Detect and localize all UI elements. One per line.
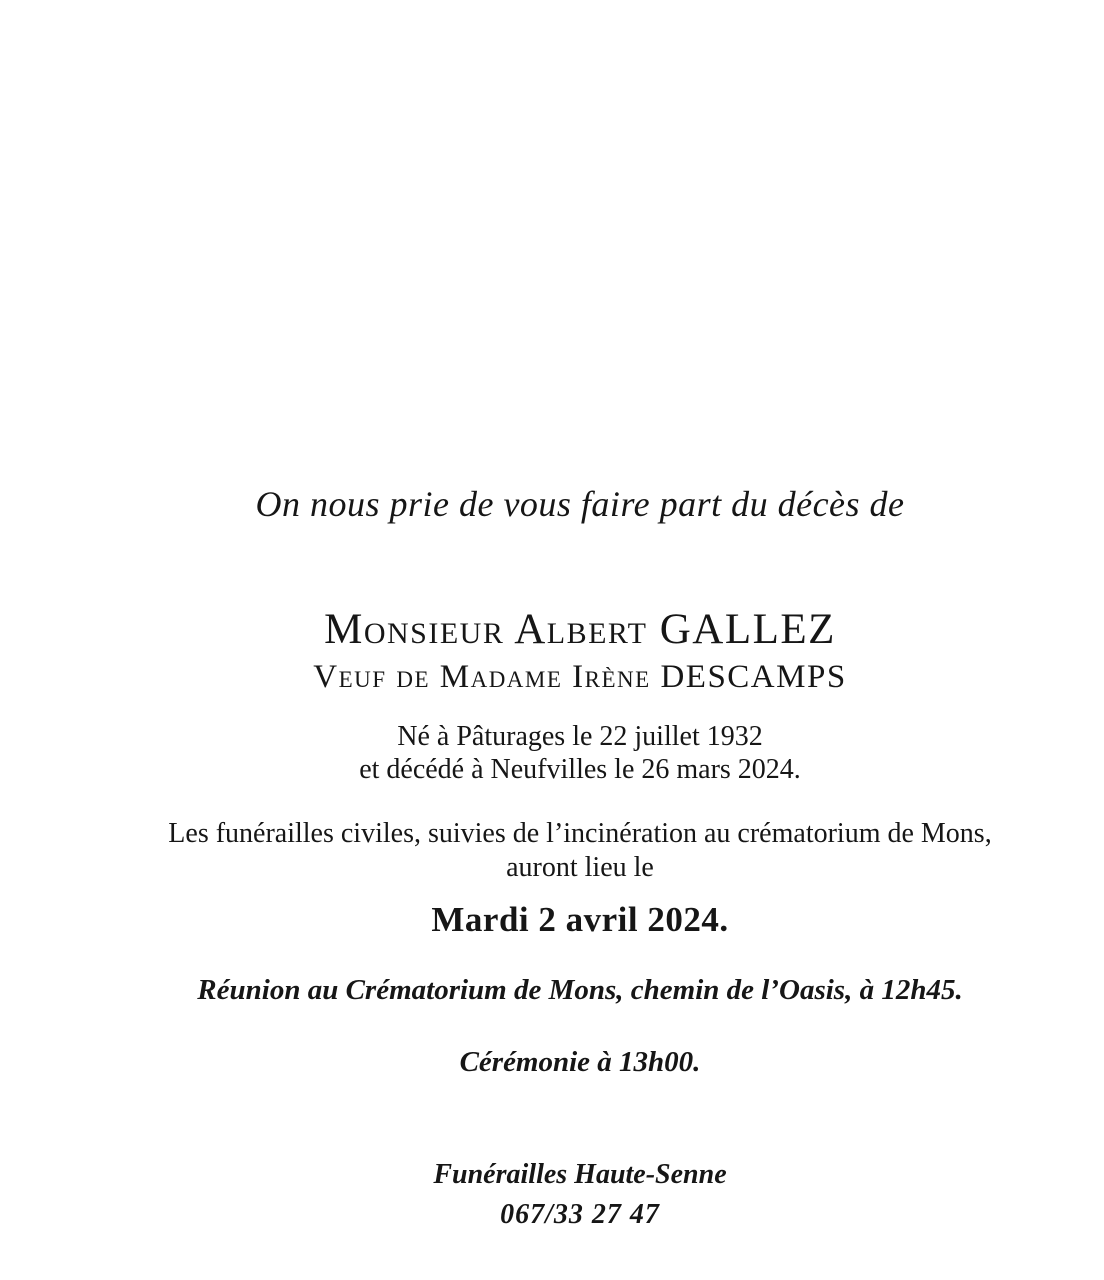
birth-line: Né à Pâturages le 22 juillet 1932 — [397, 721, 763, 752]
meeting-location-line: Réunion au Crématorium de Mons, chemin de l’Oasis, à 12h45. — [197, 974, 963, 1006]
funeral-announcement-continuation: auront lieu le — [506, 852, 654, 883]
intro-line: On nous prie de vous faire part du décès de — [255, 484, 905, 524]
funeral-home-phone: 067/33 27 47 — [500, 1199, 660, 1230]
death-line: et décédé à Neufvilles le 26 mars 2024. — [359, 754, 801, 785]
funeral-home-name: Funérailles Haute-Senne — [433, 1159, 727, 1190]
funeral-date: Mardi 2 avril 2024. — [431, 900, 729, 939]
funeral-announcement-line: Les funérailles civiles, suivies de l’incinération au crématorium de Mons, — [168, 818, 992, 849]
ceremony-time-line: Cérémonie à 13h00. — [459, 1046, 701, 1078]
deceased-name: Monsieur Albert GALLEZ — [324, 606, 836, 653]
relationship-line: Veuf de Madame Irène DESCAMPS — [313, 659, 847, 695]
